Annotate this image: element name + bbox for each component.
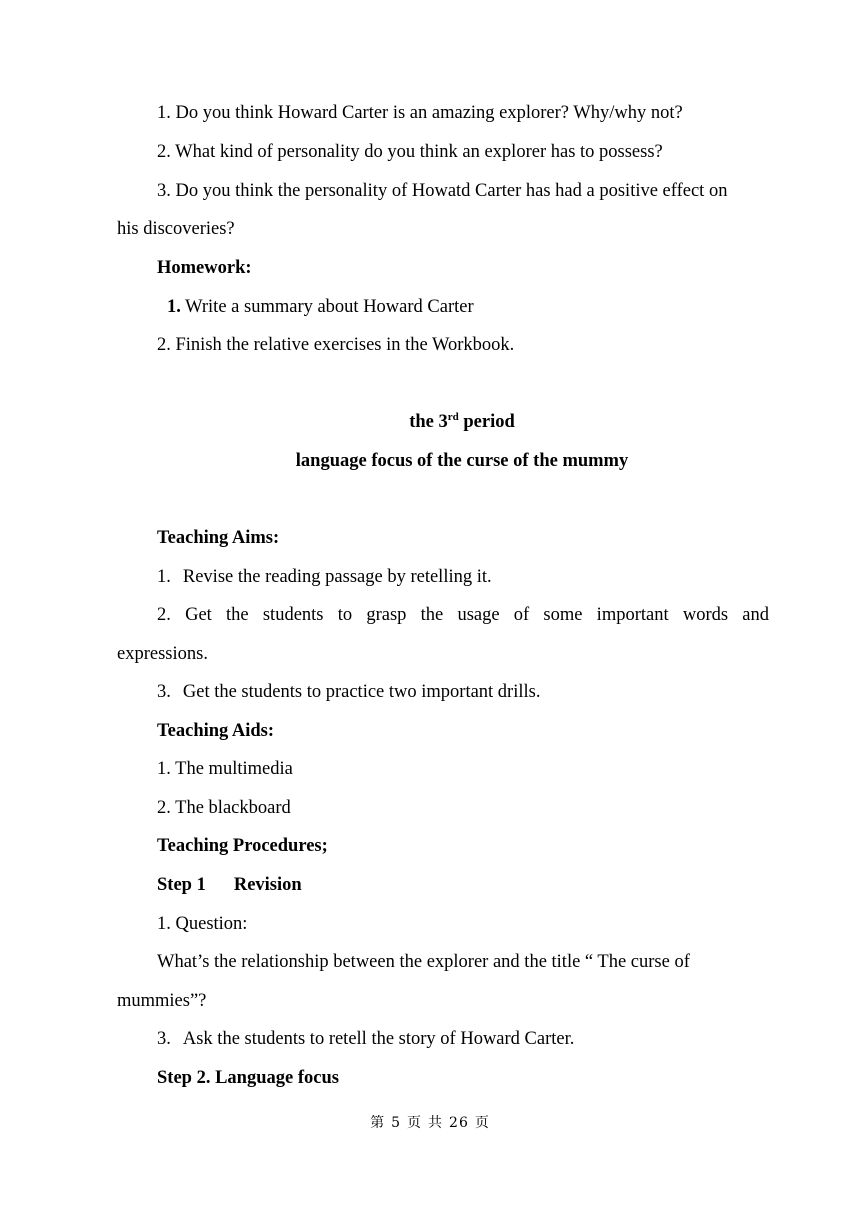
retell-text: Ask the students to retell the story of Howard Carter.: [182, 1029, 575, 1049]
step-1-title: Revision: [233, 875, 302, 895]
current-page-number: 5: [391, 1115, 402, 1131]
homework-item-1: [167, 295, 474, 319]
aim-3: [157, 680, 540, 704]
question-3: 3. Do you think the personality of Howatd Carter has had a positive effect on: [157, 181, 728, 201]
aid-1: 1. The multimedia: [157, 759, 293, 779]
teaching-aims-heading: Teaching Aims:: [157, 528, 280, 548]
step-1-label: Step 1: [157, 875, 206, 895]
relationship-question-line-1: What’s the relationship between the explorer and the title “ The curse of: [157, 952, 690, 972]
teaching-procedures-heading: Teaching Procedures;: [157, 836, 328, 856]
step-1-heading: [157, 873, 302, 897]
period-subtitle: language focus of the curse of the mummy: [295, 451, 629, 471]
footer-label-mid: 页: [407, 1115, 423, 1131]
question-3-continued: his discoveries?: [117, 219, 235, 239]
aim-3-text: Get the students to practice two important drills.: [182, 682, 541, 702]
total-pages-number: 26: [449, 1115, 469, 1131]
relationship-question-line-2: mummies”?: [117, 991, 207, 1011]
page-footer: [0, 1113, 860, 1133]
aim-3-number: 3.: [157, 682, 171, 702]
footer-label-post: 页: [474, 1115, 490, 1131]
period-title: [117, 410, 807, 434]
retell-instruction: [157, 1027, 574, 1051]
footer-label-pre: 第: [370, 1115, 386, 1131]
homework-heading: Homework:: [157, 258, 252, 278]
homework-item-2: 2. Finish the relative exercises in the Workbook.: [157, 335, 515, 355]
aid-2: 2. The blackboard: [157, 798, 291, 818]
question-2: 2. What kind of personality do you think an explorer has to possess?: [157, 142, 663, 162]
aim-2-line-2: expressions.: [117, 644, 208, 664]
question-1: 1. Do you think Howard Carter is an amazing explorer? Why/why not?: [157, 103, 683, 123]
period-title-pre: the 3: [409, 412, 448, 432]
homework-item-1-number: 1.: [167, 297, 181, 317]
aim-1-text: Revise the reading passage by retelling it.: [182, 567, 492, 587]
aim-2-line-1: 2. Get the students to grasp the usage of some important words and: [157, 605, 769, 625]
aim-1-number: 1.: [157, 567, 171, 587]
homework-item-1-text: Write a summary about Howard Carter: [180, 297, 474, 317]
period-title-sup: rd: [447, 411, 459, 423]
retell-number: 3.: [157, 1029, 171, 1049]
aim-1: [157, 565, 492, 589]
step-2-heading: Step 2. Language focus: [157, 1068, 339, 1088]
question-label: 1. Question:: [157, 914, 248, 934]
footer-total-label: 共: [428, 1115, 444, 1131]
period-title-post: period: [458, 412, 515, 432]
teaching-aids-heading: Teaching Aids:: [157, 721, 275, 741]
